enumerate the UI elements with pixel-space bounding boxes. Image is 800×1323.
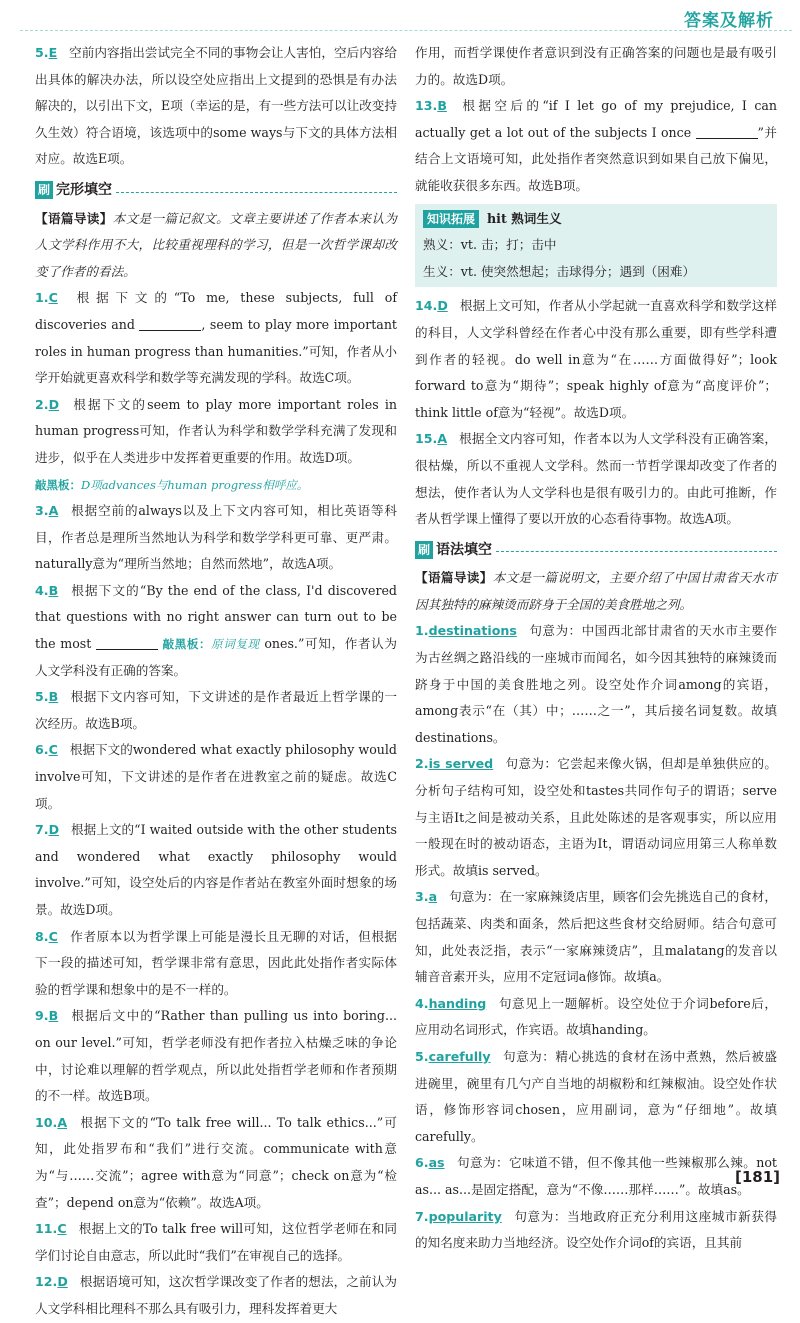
knowledge-title: hit 熟词生义 [487,210,562,226]
answer-item: 7.D 根据上文的“I waited outside with the other students and wondered what exactly philosophy would involve.”可知，设空处后的内容是作者站在教室外面时想象的场景。故选D项。 [35,822,397,917]
answer-item: 14.D 根据上文可知，作者从小学起就一直喜欢科学和数学这样的科目，人文学科曾经在作者心中没有那么重要，即有些学科遭到作者的轻视。do well in意为“在……方面做得好”；look forward to意为“期待”；speak highly of意为“高度评价”；think little of意为“轻视”。故选D项。 [415,298,777,420]
knowledge-box [415,204,777,288]
blank-line [139,316,201,331]
left-column [35,40,397,1323]
answer-item: 4.B 根据下文的“By the end of the class, I'd discovered that questions with no right answer can turn out to be the most 敲黑板：原词复现 ones.”可知，作者认为人文学科没有正确的答案。 [35,582,397,678]
section-grammar [415,537,777,564]
answer-item: 5.carefully 句意为：精心挑选的食材在汤中煮熟，然后被盛进碗里，碗里有几勺产自当地的胡椒粉和红辣椒油。设空处作状语，修饰形容词chosen，应用副词，意为“仔细地”。故填carefully。 [415,1048,777,1144]
answer-item: 7.popularity 句意为：当地政府正充分利用这座城市新获得的知名度来助力当地经济。设空处作介词of的宾语，且其前 [415,1208,777,1251]
section-title: 语法填空 [436,541,493,558]
section-badge: 刷 [35,181,53,199]
answer-continuation: 作用，而哲学课使作者意识到没有正确答案的问题也是最有吸引力的。故选D项。 [415,45,777,87]
knowledge-line: 生义：vt. 使突然想起；击球得分；遇到（困难） [423,263,696,279]
blank-line [696,124,758,139]
section-badge: 刷 [415,541,433,559]
right-column [415,40,777,1257]
passage-guide: 【语篇导读】本文是一篇说明文，主要介绍了中国甘肃省天水市因其独特的麻辣烫而跻身于全国的美食胜地之列。 [415,570,778,612]
answer-item: 2.D 根据下文的seem to play more important roles in human progress可知，作者认为科学和数学学科充满了发现和进步，似乎在人类进步中发挥着更重要的作用。故选D项。 敲黑板：D项advances与human progress相呼应。 [35,396,397,492]
answer-item: 4.handing 句意见上一题解析。设空处位于介词before后，应用动名词形式，作宾语。故填handing。 [415,995,777,1038]
answer-item: 12.D 根据语境可知，这次哲学课改变了作者的想法，之前认为人文学科相比理科不那么具有吸引力，理科发挥着更大 [35,1274,397,1316]
answer-item: 1.destinations 句意为：中国西北部甘肃省的天水市主要作为古丝绸之路沿线的一座城市而闻名，如今因其独特的麻辣烫而跻身于中国的美食胜地之列。设空处作介词among的宾语，among表示“在（其）中；……之一”，其后接名词复数。故填destinations。 [415,623,777,745]
passage-guide: 【语篇导读】本文是一篇记叙文。文章主要讲述了作者本来认为人文学科作用不大，比较重视理科的学习，但是一次哲学课却改变了作者的看法。 [35,210,398,279]
answer-item: 8.C 作者原本以为哲学课上可能是漫长且无聊的对话，但根据下一段的描述可知，哲学课非常有意思，因此此处指作者实际体验的哲学课和想象中的是不一样的。 [35,928,397,997]
answer-item: 5.B 根据下文内容可知，下文讲述的是作者最近上哲学课的一次经历。故选B项。 [35,689,397,731]
page-header-title: 答案及解析 [684,11,774,31]
header-divider [20,30,792,31]
answer-item: 2.is served 句意为：它尝起来像火锅，但却是单独供应的。分析句子结构可知，设空处和tastes共同作句子的谓语；serve与主语It之间是被动关系，且此处陈述的是客观事实，所以应用一般现在时的被动语态，主语为It，谓语动词应用第三人称单数形式。故填is served。 [415,756,778,878]
answer-item: 15.A 根据全文内容可知，作者本以为人文学科没有正确答案，很枯燥，所以不重视人文学科。然而一节哲学课却改变了作者的想法，使作者认为人文学科也是很有吸引力的。由此可推断，作者从哲学课上懂得了要以开放的心态看待事物。故选A项。 [415,431,777,527]
answer-item: 3.a 句意为：在一家麻辣烫店里，顾客们会先挑选自己的食材，包括蔬菜、肉类和面条，然后把这些食材交给厨师。结合句意可知，此处表泛指，表示“一家麻辣烫店”，且malatang的发音以辅音音素开头，应用不定冠词a修饰。故填a。 [415,889,777,985]
section-title: 完形填空 [56,181,113,198]
answer-item: 11.C 根据上文的To talk free will可知，这位哲学老师在和同学们讨论自由意志，所以此时“我们”在审视自己的选择。 [35,1221,397,1263]
knowledge-line: 熟义：vt. 击；打；击中 [423,237,557,253]
answer-item: 10.A 根据下文的“To talk free will... To talk ethics...”可知，此处指罗布和“我们”进行交流。communicate with意为“与……交流”；agree with意为“同意”；check on意为“检查”；depend on意为“依赖”。故选A项。 [35,1114,397,1210]
knowledge-badge: 知识拓展 [423,210,479,228]
answer-item: 13.B 根据空后的“if I let go of my prejudice, I can actually get a lot out of the subjects I once ”并结合上文语境可知，此处指作者突然意识到如果自己放下偏见，就能收获很多东西。故选B项。 [415,98,777,193]
tip-note: 敲黑板：原词复现 [162,637,260,652]
section-cloze [35,177,397,204]
answer-item: 5.E 空前内容指出尝试完全不同的事物会让人害怕，空后内容给出具体的解决办法，所以设空处应指出上文提到的恐惧是有办法解决的，以引出下文，E项（幸运的是，有一些方法可以让改变持久生效）符合语境，该选项中的some ways与下文的具体方法相对应。故选E项。 [35,45,397,167]
answer-item: 1.C 根据下文的“To me, these subjects, full of discoveries and , seem to play more important roles in human progress than humanities.”可知，作者从小学开始就更喜欢科学和数学等充满发现的学科。故选C项。 [35,290,397,386]
answer-item: 9.B 根据后文中的“Rather than pulling us into boring... on our level.”可知，哲学老师没有把作者拉入枯燥乏味的争论中，讨论难以理解的哲学观点，所以此处指哲学老师和作者预期的不一样。故选B项。 [35,1008,397,1104]
answer-item: 6.C 根据下文的wondered what exactly philosophy would involve可知，下文讲述的是作者在进教室之前的疑虑。故选C项。 [35,742,397,811]
blank-line [96,635,158,650]
tip-note: 敲黑板：D项advances与human progress相呼应。 [35,477,309,492]
answer-item: 3.A 根据空前的always以及上下文内容可知，相比英语等科目，作者总是理所当然地认为科学和数学学科更可靠、更严肃。naturally意为“理所当然地；自然而然地”，故选A项。 [35,503,397,572]
answer-item: 6.as 句意为：它味道不错，但不像其他一些辣椒那么辣。not as... as...是固定搭配，意为“不像……那样……”。故填as。 [415,1155,777,1197]
page-number: [181] [734,1168,780,1186]
